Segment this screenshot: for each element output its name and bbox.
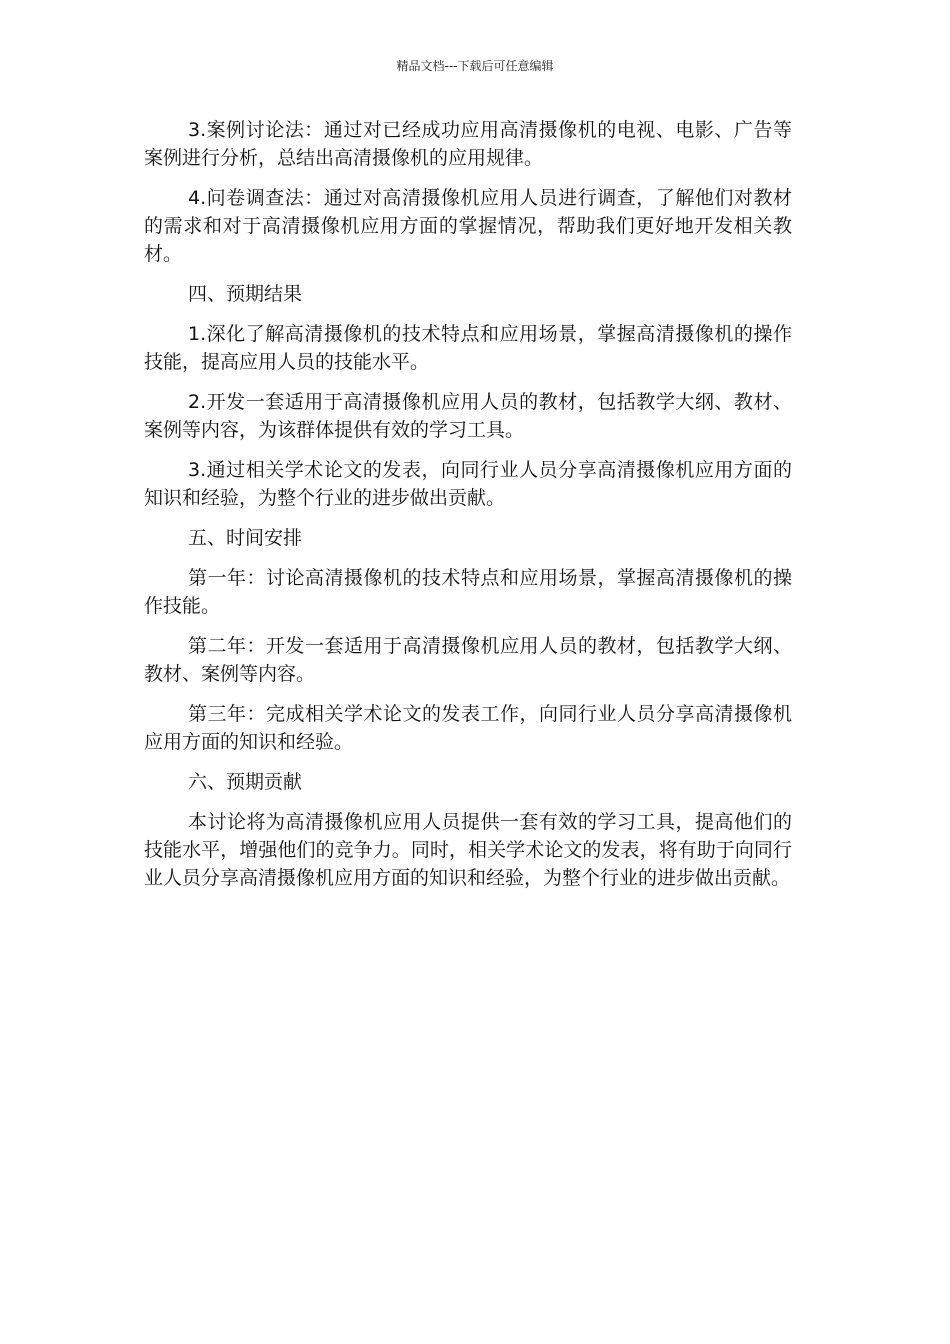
section-heading-schedule: 五、时间安排 [188,527,303,549]
paragraph-result-1: 1.深化了解高清摄像机的技术特点和应用场景，掌握高清摄像机的操作技能，提高应用人员的技能水平。 [144,323,792,373]
paragraph-method-survey: 4.问卷调查法：通过对高清摄像机应用人员进行调查，了解他们对教材的需求和对于高清摄像机应用方面的掌握情况，帮助我们更好地开发相关教材。 [144,187,792,265]
paragraph-year-3: 第三年：完成相关学术论文的发表工作，向同行业人员分享高清摄像机应用方面的知识和经验。 [144,703,792,753]
paragraph-result-3: 3.通过相关学术论文的发表，向同行业人员分享高清摄像机应用方面的知识和经验，为整个行业的进步做出贡献。 [144,459,792,509]
section-heading-expected-results: 四、预期结果 [188,283,303,305]
document-body [144,116,792,904]
paragraph-result-2: 2.开发一套适用于高清摄像机应用人员的教材，包括教学大纲、教材、案例等内容，为该群体提供有效的学习工具。 [144,391,792,441]
page-header: 精品文档---下载后可任意编辑 [396,59,554,73]
paragraph-contribution: 本讨论将为高清摄像机应用人员提供一套有效的学习工具，提高他们的技能水平，增强他们的竞争力。同时，相关学术论文的发表，将有助于向同行业人员分享高清摄像机应用方面的知识和经验，为整个行业的进步做出贡献。 [144,811,792,889]
section-heading-contribution: 六、预期贡献 [188,771,303,793]
paragraph-method-case: 3.案例讨论法：通过对已经成功应用高清摄像机的电视、电影、广告等案例进行分析，总结出高清摄像机的应用规律。 [144,119,792,169]
paragraph-year-1: 第一年：讨论高清摄像机的技术特点和应用场景，掌握高清摄像机的操作技能。 [144,567,792,617]
paragraph-year-2: 第二年：开发一套适用于高清摄像机应用人员的教材，包括教学大纲、教材、案例等内容。 [144,635,792,685]
